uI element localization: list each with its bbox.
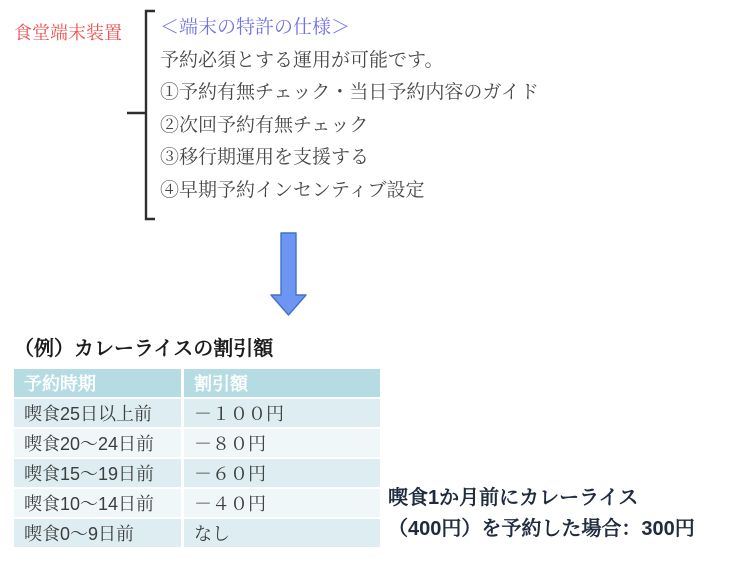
- discount-table: [14, 369, 380, 547]
- spec-line: ③移行期運用を支援する: [160, 147, 370, 169]
- table-row: [14, 517, 380, 547]
- table-row: [14, 457, 380, 487]
- spec-list: [160, 12, 539, 208]
- down-arrow-shape: [271, 233, 306, 315]
- discount-table-body: [14, 397, 380, 547]
- spec-title: ＜端末の特許の仕様＞: [160, 17, 351, 38]
- cell-reservation-period: 喫食15〜19日前: [14, 459, 184, 487]
- cell-discount-amount: －８０円: [194, 434, 266, 454]
- spec-line: ①予約有無チェック・当日予約内容のガイド: [160, 82, 539, 104]
- note-line-2: （400円）を予約した場合：300円: [388, 518, 695, 540]
- column-header-reservation-period: 予約時期: [14, 369, 184, 397]
- cell-discount-amount: なし: [194, 524, 230, 544]
- cell-discount-amount: －４０円: [194, 494, 266, 514]
- device-label: 食堂端末装置: [14, 23, 122, 43]
- spec-line: ④早期予約インセンティブ設定: [160, 179, 425, 201]
- table-row: [14, 427, 380, 457]
- example-heading: （例）カレーライスの割引額: [14, 338, 274, 360]
- cell-discount-amount: －６０円: [194, 464, 266, 484]
- left-brace-icon: [124, 5, 160, 227]
- cell-reservation-period: 喫食10〜14日前: [14, 489, 184, 517]
- table-row: [14, 487, 380, 517]
- column-header-discount-amount: 割引額: [194, 374, 248, 394]
- table-row: [14, 397, 380, 427]
- spec-line: 予約必須とする運用が可能です。: [160, 49, 444, 71]
- down-arrow-icon: [266, 230, 311, 320]
- spec-line: ②次回予約有無チェック: [160, 114, 369, 136]
- cell-discount-amount: －１００円: [194, 404, 284, 424]
- left-brace-path: [127, 11, 155, 219]
- cell-reservation-period: 喫食20〜24日前: [14, 429, 184, 457]
- example-note: [388, 483, 695, 545]
- note-line-1: 喫食1か月前にカレーライス: [388, 487, 639, 509]
- cell-reservation-period: 喫食0〜9日前: [14, 519, 184, 547]
- cell-reservation-period: 喫食25日以上前: [14, 399, 184, 427]
- discount-table-header-row: [14, 369, 380, 397]
